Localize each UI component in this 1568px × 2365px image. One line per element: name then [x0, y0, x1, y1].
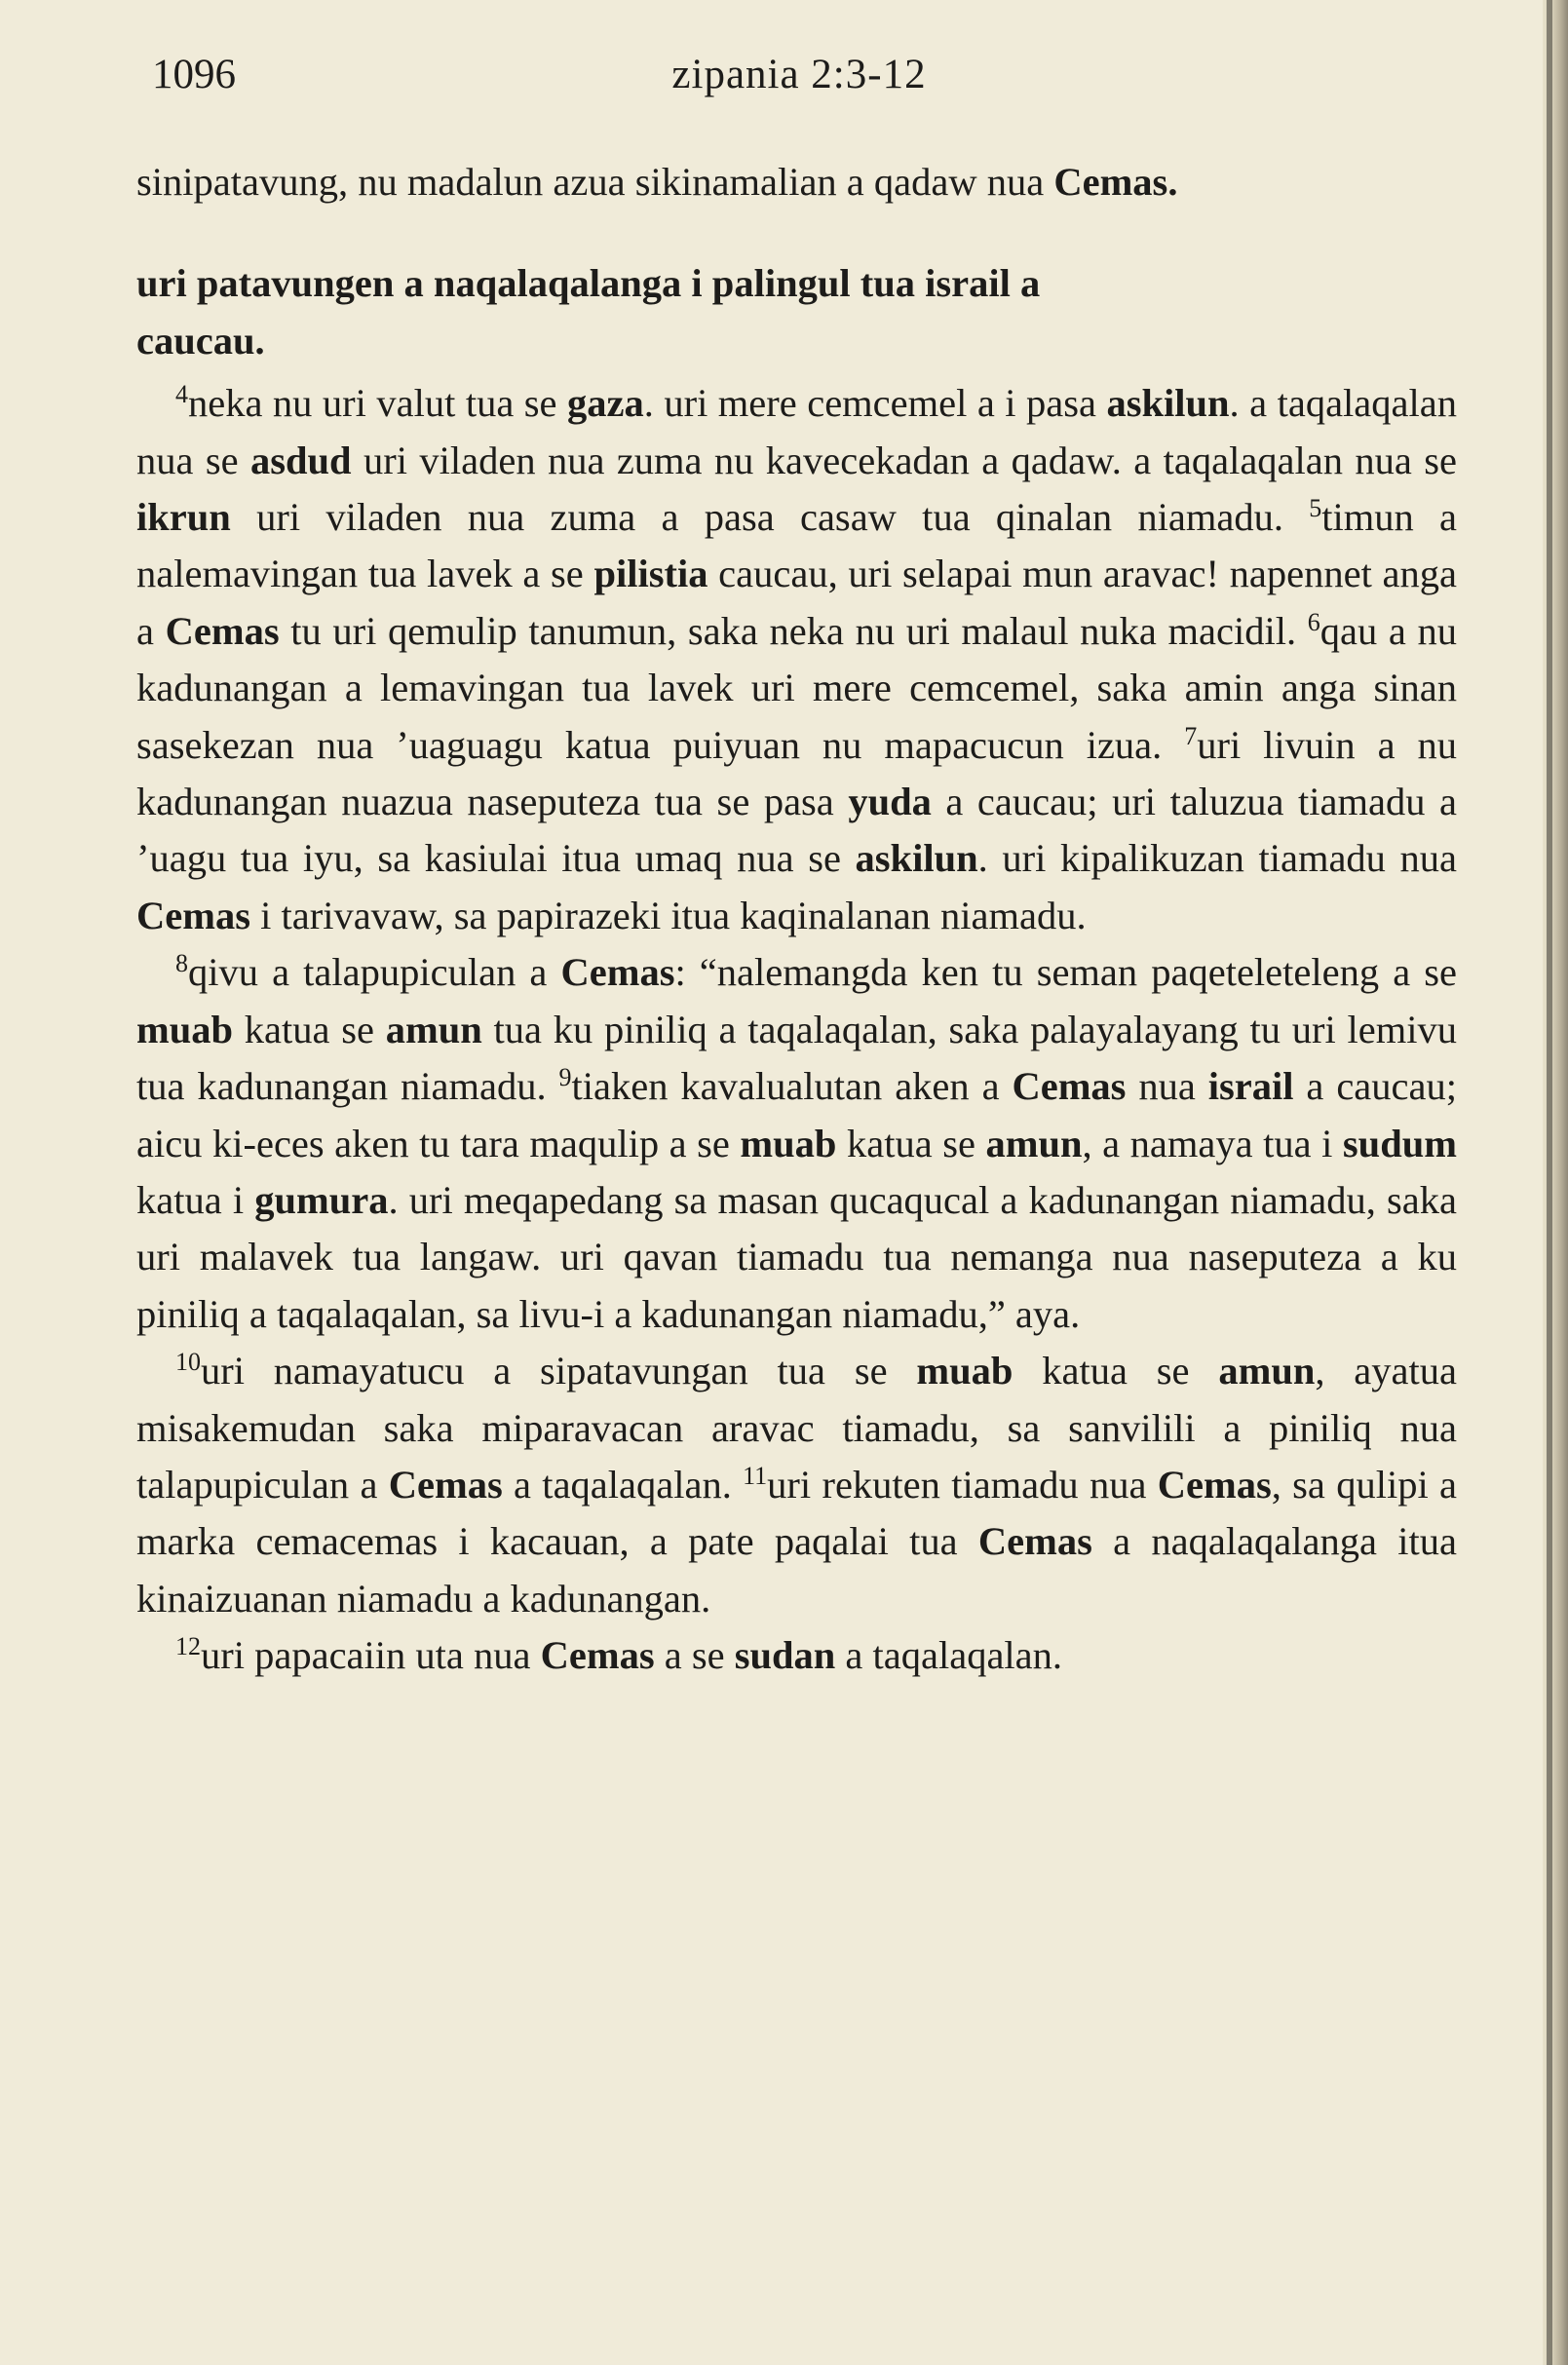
verse-text: uri viladen nua zuma nu kavecekadan a qadaw. a taqalaqalan nua se: [351, 438, 1457, 482]
divine-name: Cemas: [1012, 1064, 1127, 1109]
verse-text: . uri meqapedang sa masan qucaqucal a kadunangan niamadu, saka uri malavek tua langaw. uri qavan tiamadu tua nemanga nua naseputeza a ku piniliq a taqalaqalan, sa livu-i a kadunangan niamadu,” aya.: [136, 1177, 1457, 1336]
page-edge-shadow: [1547, 0, 1552, 2365]
place-name: asdud: [250, 438, 352, 482]
verse-text: caucau, uri selapai mun aravac! napennet anga a: [136, 552, 1457, 653]
place-name: pilistia: [593, 552, 708, 596]
place-name: muab: [740, 1121, 837, 1165]
divine-name: Cemas: [977, 1519, 1092, 1564]
intro-line: sinipatavung, nu madalun azua sikinamalian a qadaw nua: [136, 160, 1045, 204]
place-name: sudan: [734, 1633, 836, 1678]
divine-name: Cemas: [165, 608, 280, 653]
verse-text: nua: [1126, 1064, 1208, 1109]
running-head: zipania 2:3-12: [671, 52, 927, 97]
place-name: gumura: [254, 1177, 389, 1222]
verse-text: a caucau; uri taluzua tiamadu a ’uagu tua iyu, sa kasiulai itua umaq nua se: [136, 780, 1457, 881]
place-name: muab: [916, 1349, 1013, 1393]
section-heading-line1: uri patavungen a naqalaqalanga i palingul tua israil a: [136, 261, 1041, 306]
paragraph-v4-7: [136, 375, 1457, 944]
verse-text: : “nalemangda ken tu seman paqeteleteleng a se: [674, 950, 1458, 995]
place-name: israil: [1207, 1064, 1294, 1109]
verse-text: tiaken kavalualutan aken a: [571, 1064, 1013, 1109]
place-name: yuda: [848, 780, 932, 824]
verse-text: uri rekuten tiamadu nua: [767, 1462, 1158, 1507]
verse-text: a taqalaqalan.: [502, 1462, 744, 1507]
verse-text: a se: [654, 1633, 735, 1678]
divine-name: Cemas: [560, 950, 675, 995]
verse-text: a taqalaqalan.: [835, 1633, 1063, 1678]
paragraph-v12: [136, 1627, 1457, 1684]
verse-text: katua i: [136, 1177, 255, 1222]
verse-text: i tarivavaw, sa papirazeki itua kaqinalanan niamadu.: [249, 893, 1087, 937]
intro-paragraph: [136, 154, 1457, 210]
verse-text: qivu a talapupiculan a: [188, 950, 561, 995]
verse-text: qau a nu kadunangan a lemavingan tua lavek uri mere cemcemel, saka amin anga sinan sasekezan nua ’uaguagu katua puiyuan nu mapacucun izua.: [136, 608, 1457, 767]
place-name: amun: [985, 1121, 1083, 1165]
verse-number-9: 9: [558, 1063, 572, 1092]
place-name: askilun: [855, 836, 978, 881]
divine-name: Cemas: [1157, 1462, 1272, 1507]
place-name: amun: [1218, 1349, 1316, 1393]
verse-text: a caucau; aicu ki-eces aken tu tara maqulip a se: [136, 1064, 1457, 1165]
verse-text: neka nu uri valut tua se: [188, 381, 567, 426]
scripture-text: [136, 154, 1457, 1685]
verse-text: timun a nalemavingan tua lavek a se: [136, 495, 1457, 596]
verse-text: a naqalaqalanga itua kinaizuanan niamadu a kadunangan.: [136, 1519, 1457, 1621]
verse-text: uri namayatucu a sipatavungan tua se: [201, 1349, 917, 1393]
place-name: ikrun: [136, 495, 231, 540]
paragraph-v8-9: [136, 944, 1457, 1343]
verse-text: katua se: [233, 1007, 386, 1051]
divine-name: Cemas: [540, 1633, 655, 1678]
verse-text: uri viladen nua zuma a pasa casaw tua qinalan niamadu.: [230, 495, 1310, 540]
page-number: 1096: [152, 52, 236, 97]
verse-number-12: 12: [175, 1632, 201, 1661]
verse-number-6: 6: [1307, 607, 1320, 636]
section-heading-line2: caucau.: [136, 318, 265, 362]
section-heading: [136, 255, 1457, 369]
intro-cemas: Cemas.: [1053, 160, 1178, 204]
verse-text: . uri mere cemcemel a i pasa: [643, 381, 1107, 426]
page-header: [136, 51, 1462, 109]
verse-number-10: 10: [175, 1348, 201, 1377]
verse-text: katua se: [836, 1121, 986, 1165]
place-name: sudum: [1342, 1121, 1457, 1165]
place-name: muab: [136, 1007, 234, 1051]
place-name: amun: [385, 1007, 482, 1051]
verse-text: , sa qulipi a marka cemacemas i kacauan, a pate paqalai tua: [136, 1462, 1457, 1564]
divine-name: Cemas: [136, 893, 250, 937]
verse-text: katua se: [1013, 1349, 1219, 1393]
verse-number-8: 8: [175, 949, 188, 978]
verse-text: , a namaya tua i: [1082, 1121, 1343, 1165]
verse-text: uri papacaiin uta nua: [201, 1633, 541, 1678]
place-name: askilun: [1106, 381, 1230, 426]
verse-text: . uri kipalikuzan tiamadu nua: [977, 836, 1457, 881]
verse-text: tu uri qemulip tanumun, saka neka nu uri malaul nuka macidil.: [279, 608, 1308, 653]
verse-text: tua ku piniliq a taqalaqalan, saka palayalayang tu uri lemivu tua kadunangan niamadu.: [136, 1007, 1457, 1109]
paragraph-v10-11: [136, 1343, 1457, 1627]
verse-number-11: 11: [743, 1461, 768, 1490]
verse-number-7: 7: [1184, 721, 1198, 750]
verse-number-4: 4: [175, 380, 188, 409]
verse-text: , ayatua misakemudan saka miparavacan aravac tiamadu, sa sanvilili a piniliq nua talapupiculan a: [136, 1349, 1457, 1507]
verse-text: uri livuin a nu kadunangan nuazua naseputeza tua se pasa: [136, 722, 1457, 824]
verse-text: . a taqalaqalan nua se: [136, 381, 1457, 482]
divine-name: Cemas: [388, 1462, 503, 1507]
verse-number-5: 5: [1309, 494, 1322, 523]
place-name: gaza: [567, 381, 644, 426]
